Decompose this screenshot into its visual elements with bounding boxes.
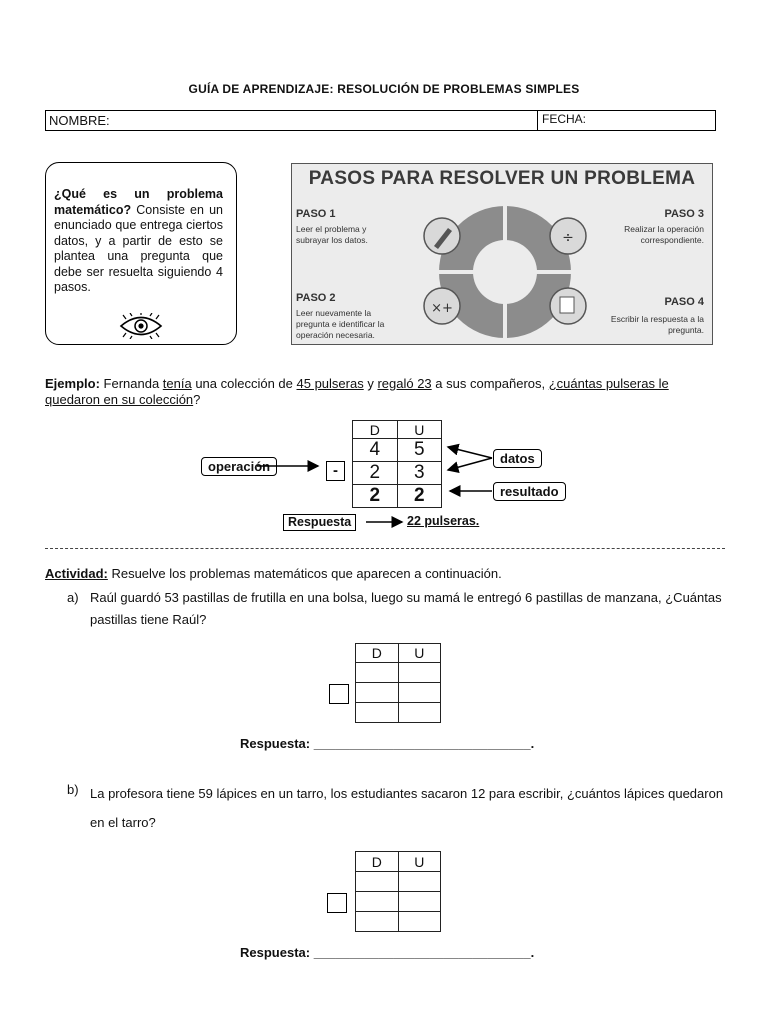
answer-cell[interactable] <box>356 683 399 703</box>
answer-cell[interactable] <box>356 912 399 932</box>
answer-cell[interactable] <box>356 663 399 683</box>
grid-cell: 2 <box>353 485 398 508</box>
step-2-label: PASO 2 <box>296 292 336 304</box>
problem-b-grid <box>355 851 441 932</box>
answer-cell[interactable] <box>398 892 441 912</box>
answer-cell[interactable] <box>398 663 441 683</box>
answer-cell[interactable] <box>356 872 399 892</box>
answer-cell[interactable] <box>398 683 441 703</box>
example-underline: 45 pulseras <box>296 376 364 391</box>
step-3-label: PASO 3 <box>664 208 704 220</box>
answer-label: Respuesta <box>283 514 356 531</box>
date-label: FECHA: <box>542 112 587 126</box>
example-text: ? <box>193 392 201 407</box>
activity-text: Resuelve los problemas matemáticos que aparecen a continuación. <box>107 566 502 581</box>
grid-cell: 2 <box>353 462 398 485</box>
step-4-label: PASO 4 <box>664 296 704 308</box>
example-underline: regaló 23 <box>377 376 432 391</box>
operation-sign: - <box>326 461 345 481</box>
svg-text:÷: ÷ <box>562 230 574 246</box>
step-3-text: Realizar la operación correspondiente. <box>624 224 704 245</box>
example-text: una colección de <box>191 376 297 391</box>
definition-question: ¿Qué es un problema matemático? <box>54 187 223 217</box>
step-4-text: Escribir la respuesta a la pregunta. <box>610 314 704 335</box>
answer-cell[interactable] <box>356 703 399 723</box>
answer-cell[interactable] <box>398 872 441 892</box>
grid-cell: 3 <box>397 462 442 485</box>
operation-label: operación <box>201 457 277 476</box>
example-text: Fernanda <box>99 376 163 391</box>
example-underline: ¿cuántas pulseras le quedaron en su colección <box>45 376 669 407</box>
operation-box[interactable] <box>327 893 347 913</box>
grid-cell: 2 <box>397 485 442 508</box>
problem-b-letter: b) <box>67 782 79 797</box>
page-title: GUÍA DE APRENDIZAJE: RESOLUCIÓN DE PROBLEMAS SIMPLES <box>188 82 580 96</box>
problem-a-letter: a) <box>67 590 79 605</box>
column-u: U <box>398 852 441 872</box>
result-label: resultado <box>493 482 566 501</box>
column-u: U <box>397 421 442 439</box>
answer-cell[interactable] <box>398 703 441 723</box>
column-d: D <box>356 644 399 663</box>
answer-cell[interactable] <box>398 912 441 932</box>
problem-a-answer-line[interactable]: Respuesta: ______________________________. <box>240 736 535 751</box>
name-label: NOMBRE: <box>49 113 110 128</box>
column-d: D <box>356 852 399 872</box>
problem-b-text: La profesora tiene 59 lápices en un tarro, los estudiantes sacaron 12 para escribir, ¿cuántos lápices quedaron en el tarro? <box>90 786 724 830</box>
problem-b-answer-line[interactable]: Respuesta: ______________________________. <box>240 945 535 960</box>
separator <box>45 548 725 549</box>
problem-a-text: Raúl guardó 53 pastillas de frutilla en una bolsa, luego su mamá le entregó 6 pastillas de manzana, ¿Cuántas pastillas tiene Raúl? <box>90 590 722 627</box>
answer-value: 22 pulseras. <box>407 514 480 528</box>
grid-cell: 5 <box>397 439 442 462</box>
steps-heading: PASOS PARA RESOLVER UN PROBLEMA <box>308 168 696 189</box>
data-label: datos <box>493 449 542 468</box>
grid-cell: 4 <box>353 439 398 462</box>
column-u: U <box>398 644 441 663</box>
svg-text:×+: ×+ <box>431 301 453 316</box>
activity-instruction <box>45 566 735 581</box>
step-2-text: Leer nuevamente la pregunta e identificar la operación necesaria. <box>296 308 385 340</box>
operation-box[interactable] <box>329 684 349 704</box>
example-text: y <box>363 376 378 391</box>
example-underline: tenía <box>162 376 192 391</box>
column-d: D <box>353 421 398 439</box>
example-label: Ejemplo: <box>45 376 100 391</box>
example-text: a sus compañeros, <box>431 376 549 391</box>
answer-cell[interactable] <box>356 892 399 912</box>
definition-body: Consiste en un enunciado que entrega ciertos datos, y a partir de esto se plantea una pregunta que debe ser resuelta siguiendo 4 pasos. <box>54 202 223 294</box>
problem-a-grid <box>355 643 441 723</box>
step-1-text: Leer el problema y subrayar los datos. <box>296 224 368 245</box>
step-1-label: PASO 1 <box>296 208 336 220</box>
activity-label: Actividad: <box>45 566 108 581</box>
